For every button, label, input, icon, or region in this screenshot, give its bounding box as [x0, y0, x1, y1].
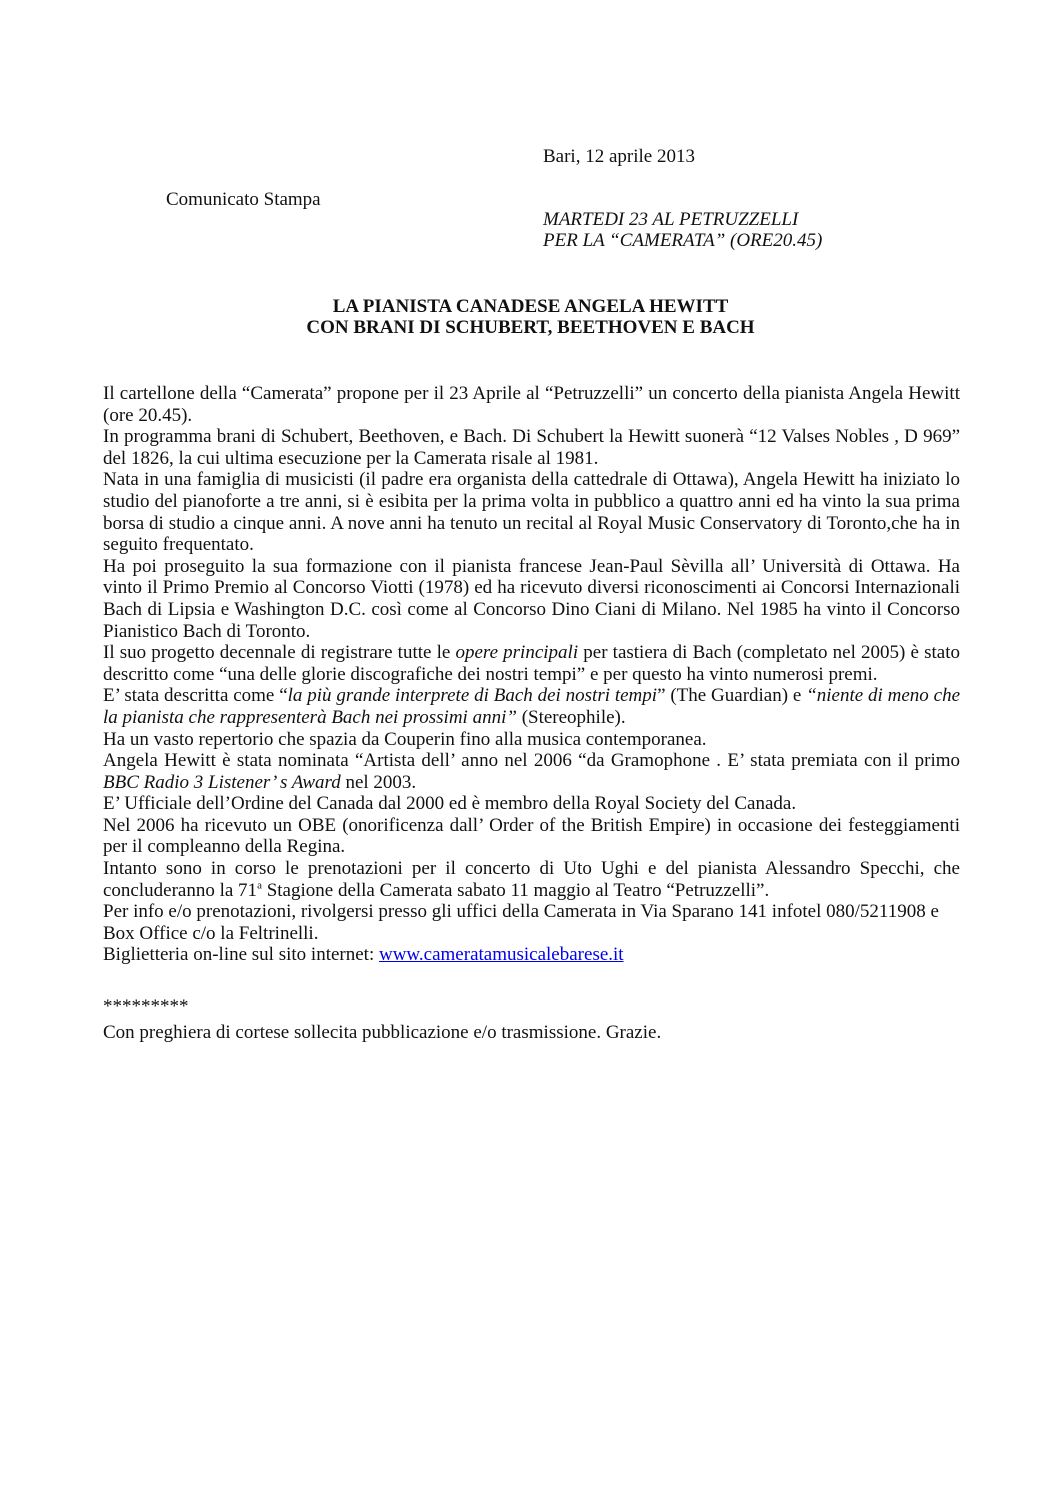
text-run: Intanto sono in corso le prenotazioni per il concerto di Uto Ughi e del pianista Alessandro Specchi, che concluderanno la 71 [103, 858, 960, 901]
paragraph [103, 642, 960, 685]
italic-quote: “niente di meno che la pianista che rappresenterà Bach nei prossimi anni” [103, 685, 960, 728]
headline-line-1: LA PIANISTA CANADESE ANGELA HEWITT [332, 296, 729, 317]
paragraph: Per info e/o prenotazioni, rivolgersi presso gli uffici della Camerata in Via Sparano 141 infotel 080/5211908 e Box Office c/o la Feltrinelli. [103, 901, 939, 944]
italic-run: opere principali [455, 642, 579, 664]
paragraph: Nata in una famiglia di musicisti (il padre era organista della cattedrale di Ottawa), Angela Hewitt ha iniziato lo studio del pianoforte a tre anni, si è esibita per la prima volta in pubblico a quattro anni ed ha vinto la sua prima borsa di studio a cinque anni. A nove anni ha tenuto un recital al Royal Music Conservatory di Toronto,che ha in seguito frequentato. [103, 469, 960, 556]
italic-run: BBC Radio 3 Listener’ s Award [103, 771, 341, 793]
headline-line-2: CON BRANI DI SCHUBERT, BEETHOVEN E BACH [306, 317, 755, 338]
text-run: Il suo progetto decennale di registrare tutte le [103, 642, 456, 664]
paragraph [103, 944, 960, 966]
text-run: per tastiera di Bach (completato nel 2005) è stato descritto come “una delle glorie discografiche dei nostri tempi” e per questo ha vinto numerosi premi. [103, 642, 960, 685]
website-link[interactable]: www.cameratamusicalebarese.it [378, 944, 624, 966]
paragraph: E’ Ufficiale dell’Ordine del Canada dal 2000 ed è membro della Royal Society del Canada. [103, 793, 797, 815]
closing-line: Con preghiera di cortese sollecita pubblicazione e/o trasmissione. Grazie. [103, 1022, 662, 1043]
superscript: a [257, 879, 262, 892]
text-run: Biglietteria on-line sul sito internet: [103, 944, 379, 966]
subhead-line-2: PER LA “CAMERATA” (ORE20.45) [543, 230, 823, 251]
italic-quote: la più grande interprete di Bach dei nostri tempi [287, 685, 658, 707]
paragraph [103, 685, 960, 728]
text-run: ” (The Guardian) e [657, 685, 807, 707]
event-subheading [543, 209, 822, 251]
article-body [103, 383, 960, 966]
text-run: Angela Hewitt è stata nominata “Artista dell’ anno nel 2006 “da Gramophone . E’ stata premiata con il primo [103, 750, 960, 772]
paragraph [103, 858, 960, 901]
date-line: Bari, 12 aprile 2013 [543, 146, 695, 167]
paragraph: Nel 2006 ha ricevuto un OBE (onorificenza dall’ Order of the British Empire) in occasione dei festeggiamenti per il compleanno della Regina. [103, 814, 960, 858]
text-run: Stagione della Camerata sabato 11 maggio al Teatro “Petruzzelli”. [261, 879, 770, 901]
paragraph [103, 750, 960, 793]
text-run: (Stereophile). [516, 706, 626, 728]
paragraph: Il cartellone della “Camerata” propone per il 23 Aprile al “Petruzzelli” un concerto della pianista Angela Hewitt (ore 20.45). [103, 383, 960, 426]
paragraph: Ha poi proseguito la sua formazione con il pianista francese Jean-Paul Sèvilla all’ Università di Ottawa. Ha vinto il Primo Premio al Concorso Viotti (1978) ed ha ricevuto diversi riconoscimenti ai Concorsi Internazionali Bach di Lipsia e Washington D.C. così come al Concorso Dino Ciani di Milano. Nel 1985 ha vinto il Concorso Pianistico Bach di Toronto. [103, 555, 960, 642]
text-run: nel 2003. [340, 771, 417, 793]
paragraph: Ha un vasto repertorio che spazia da Couperin fino alla musica contemporanea. [103, 728, 707, 750]
headline [103, 296, 958, 338]
subhead-line-1: MARTEDI 23 AL PETRUZZELLI [543, 209, 799, 230]
text-run: E’ stata descritta come “ [103, 685, 288, 707]
separator-stars: ********* [103, 996, 189, 1017]
document-type: Comunicato Stampa [166, 189, 321, 210]
paragraph: In programma brani di Schubert, Beethoven, e Bach. Di Schubert la Hewitt suonerà “12 Valses Nobles , D 969” del 1826, la cui ultima esecuzione per la Camerata risale al 1981. [103, 426, 960, 469]
